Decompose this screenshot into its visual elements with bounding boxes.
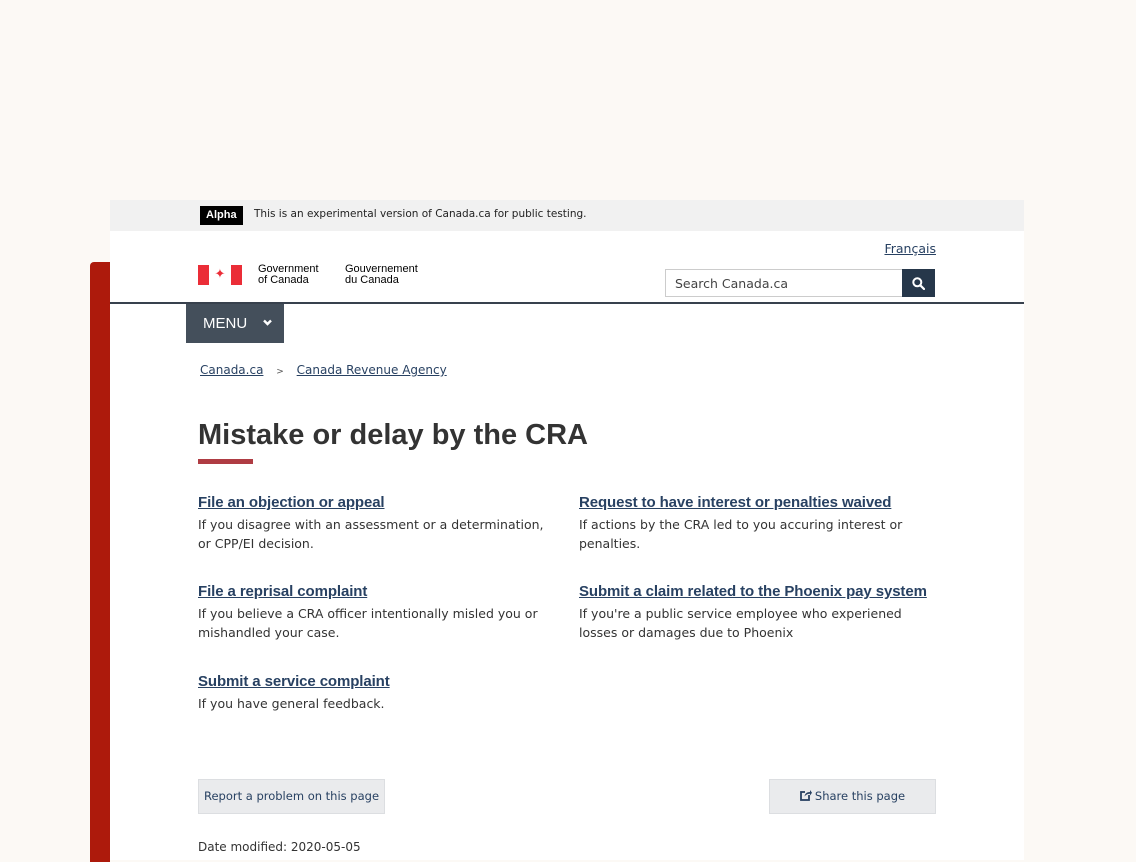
search-input[interactable] bbox=[666, 270, 914, 296]
item-description: If you believe a CRA officer intentionally misled you or mishandled your case. bbox=[198, 606, 538, 640]
list-item bbox=[198, 494, 548, 553]
search-button[interactable] bbox=[902, 269, 935, 297]
list-item bbox=[579, 583, 929, 642]
side-accent-bar bbox=[90, 262, 110, 862]
report-problem-button[interactable]: Report a problem on this page bbox=[198, 779, 385, 814]
interest-penalties-link[interactable]: Request to have interest or penalties waived bbox=[579, 494, 892, 511]
share-icon bbox=[800, 789, 812, 801]
alpha-badge: Alpha bbox=[200, 206, 243, 225]
item-description: If you're a public service employee who experiened losses or damages due to Phoenix bbox=[579, 606, 902, 640]
search-box bbox=[665, 269, 935, 297]
item-description: If you disagree with an assessment or a determination, or CPP/EI decision. bbox=[198, 517, 544, 551]
reprisal-complaint-link[interactable]: File a reprisal complaint bbox=[198, 583, 368, 600]
signature-english: Government of Canada bbox=[258, 263, 319, 286]
service-complaint-link[interactable]: Submit a service complaint bbox=[198, 673, 390, 690]
alpha-banner bbox=[110, 200, 1024, 231]
language-toggle-link[interactable]: Français bbox=[884, 241, 936, 256]
phoenix-claim-link[interactable]: Submit a claim related to the Phoenix pay system bbox=[579, 583, 927, 600]
page-container bbox=[110, 200, 1024, 860]
chevron-down-icon bbox=[262, 317, 273, 328]
alpha-banner-text: This is an experimental version of Canada.ca for public testing. bbox=[254, 208, 587, 220]
date-modified: Date modified: 2020-05-05 bbox=[198, 840, 361, 854]
search-icon bbox=[912, 277, 925, 290]
canada-flag-icon: ✦ bbox=[198, 265, 242, 285]
list-item bbox=[198, 583, 548, 642]
share-page-button[interactable]: Share this page bbox=[769, 779, 936, 814]
list-item bbox=[579, 494, 929, 553]
page-title: Mistake or delay by the CRA bbox=[198, 419, 588, 451]
objection-appeal-link[interactable]: File an objection or appeal bbox=[198, 494, 385, 511]
menu-button[interactable] bbox=[186, 304, 284, 343]
menu-label: MENU bbox=[203, 315, 248, 332]
breadcrumb-canada-ca[interactable]: Canada.ca bbox=[200, 363, 264, 377]
breadcrumb-cra[interactable]: Canada Revenue Agency bbox=[296, 363, 447, 377]
list-item bbox=[198, 673, 548, 713]
item-description: If actions by the CRA led to you accuring interest or penalties. bbox=[579, 517, 903, 551]
title-underline bbox=[198, 459, 253, 464]
breadcrumb bbox=[200, 363, 447, 377]
item-description: If you have general feedback. bbox=[198, 696, 385, 711]
breadcrumb-separator-icon: > bbox=[276, 367, 284, 377]
signature-french: Gouvernement du Canada bbox=[345, 263, 418, 286]
